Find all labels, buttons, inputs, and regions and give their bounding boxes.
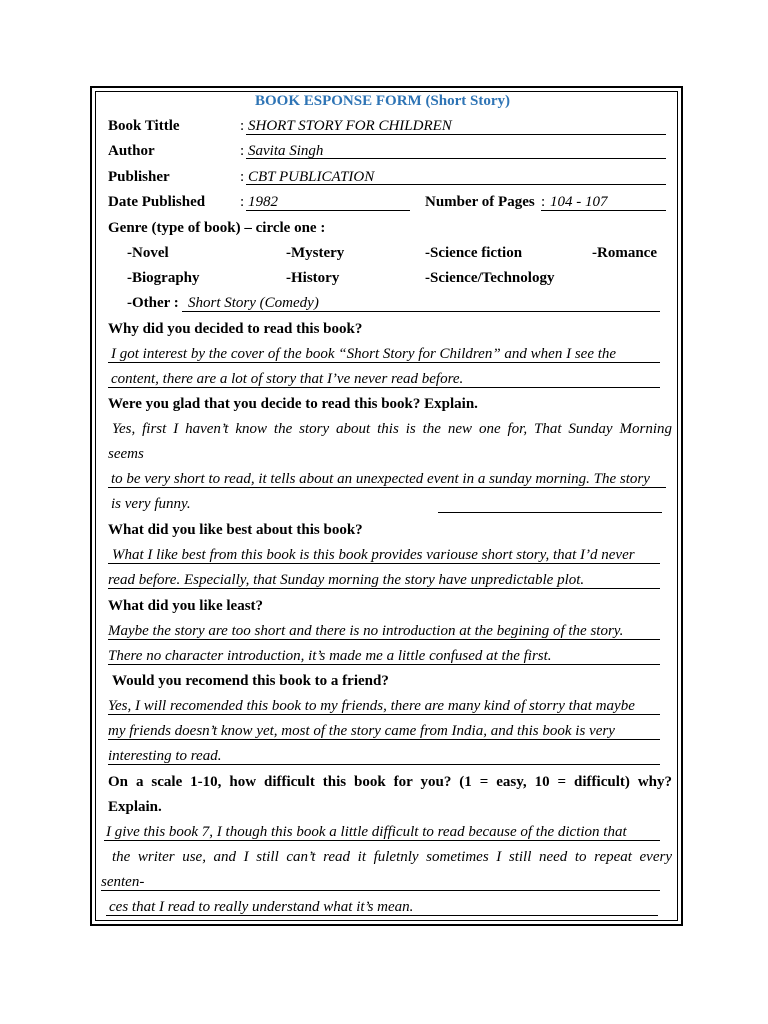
publisher-label: Publisher [108, 169, 170, 185]
answer-line: I got interest by the cover of the book “Short Story for Children” and when I see the [111, 346, 617, 362]
publisher-value: CBT PUBLICATION [248, 169, 375, 185]
author-colon: : [240, 143, 245, 159]
publisher-underline [246, 184, 666, 185]
answer-underline [108, 639, 660, 640]
genre-option-science-technology: -Science/Technology [425, 270, 555, 286]
question-recommend: Would you recomend this book to a friend? [112, 673, 389, 689]
answer-line: my friends doesn’t know yet, most of the story came from India, and this book is very [108, 723, 615, 739]
answer-line: to be very short to read, it tells about an unexpected event in a sunday morning. The story [111, 471, 650, 487]
genre-option-mystery: -Mystery [286, 245, 345, 261]
answer-underline [108, 362, 660, 363]
answer-underline [438, 512, 662, 513]
answer-line: senten- [101, 874, 145, 890]
book-title-underline [246, 134, 666, 135]
date-published-label: Date Published [108, 194, 206, 210]
author-underline [246, 158, 666, 159]
genre-option-romance: -Romance [592, 245, 657, 261]
question-glad-to-read: Were you glad that you decide to read this book? Explain. [108, 396, 478, 412]
genre-option-science-fiction: -Science fiction [425, 245, 523, 261]
genre-label: Genre (type of book) – circle one : [108, 220, 326, 236]
answer-line: content, there are a lot of story that I’ve never read before. [111, 371, 464, 387]
answer-line: Yes, I will recomended this book to my friends, there are many kind of storry that maybe [108, 698, 635, 714]
answer-line: I give this book 7, I though this book a little difficult to read because of the diction that [106, 824, 627, 840]
publisher-colon: : [240, 169, 245, 185]
answer-line: Yes, first I haven’t know the story about this is the new one for, That Sunday Morning [112, 421, 672, 437]
form-title-main: BOOK ESPONSE FORM [255, 93, 422, 109]
genre-option-novel: -Novel [127, 245, 169, 261]
genre-other-value: Short Story (Comedy) [188, 295, 319, 311]
author-value: Savita Singh [248, 143, 324, 159]
answer-line: read before. Especially, that Sunday morning the story have unpredictable plot. [108, 572, 585, 588]
author-label: Author [108, 143, 155, 159]
pages-underline [541, 210, 666, 211]
pages-colon: : [541, 194, 546, 210]
question-why-read: Why did you decided to read this book? [108, 321, 363, 337]
genre-other-underline [182, 311, 660, 312]
answer-underline [108, 714, 660, 715]
question-like-least: What did you like least? [108, 598, 264, 614]
genre-option-history: -History [286, 270, 340, 286]
answer-line: ces that I read to really understand what it’s mean. [109, 899, 414, 915]
answer-underline [108, 739, 660, 740]
question-like-best: What did you like best about this book? [108, 522, 363, 538]
question-difficulty-explain: Explain. [108, 799, 162, 815]
answer-line: the writer use, and I still can’t read it fuletnly sometimes I still need to repeat every [112, 849, 672, 865]
date-published-underline [246, 210, 410, 211]
answer-line: seems [108, 446, 144, 462]
form-title [255, 93, 510, 110]
answer-line: Maybe the story are too short and there is no introduction at the begining of the story. [108, 623, 624, 639]
answer-line: What I like best from this book is this book provides variouse short story, that I’d never [112, 547, 635, 563]
answer-underline [101, 890, 660, 891]
book-title-value: SHORT STORY FOR CHILDREN [248, 118, 452, 134]
book-title-colon: : [240, 118, 245, 134]
answer-underline [108, 764, 660, 765]
pages-value: 104 - 107 [550, 194, 608, 210]
answer-underline [108, 588, 660, 589]
question-difficulty: On a scale 1-10, how difficult this book for you? (1 = easy, 10 = difficult) why? [108, 774, 672, 790]
genre-other-label: -Other : [127, 295, 179, 311]
answer-underline [106, 915, 658, 916]
date-published-colon: : [240, 194, 245, 210]
answer-underline [108, 487, 666, 488]
answer-line: There no character introduction, it’s made me a little confused at the first. [108, 648, 552, 664]
answer-underline [108, 387, 660, 388]
answer-line: interesting to read. [108, 748, 222, 764]
answer-underline [108, 664, 660, 665]
pages-label: Number of Pages [425, 194, 535, 210]
answer-line: is very funny. [111, 496, 191, 512]
form-title-sub: (Short Story) [425, 93, 511, 109]
genre-option-biography: -Biography [127, 270, 200, 286]
answer-underline [108, 563, 660, 564]
date-published-value: 1982 [248, 194, 278, 210]
book-title-label: Book Tittle [108, 118, 180, 134]
answer-underline [104, 840, 660, 841]
